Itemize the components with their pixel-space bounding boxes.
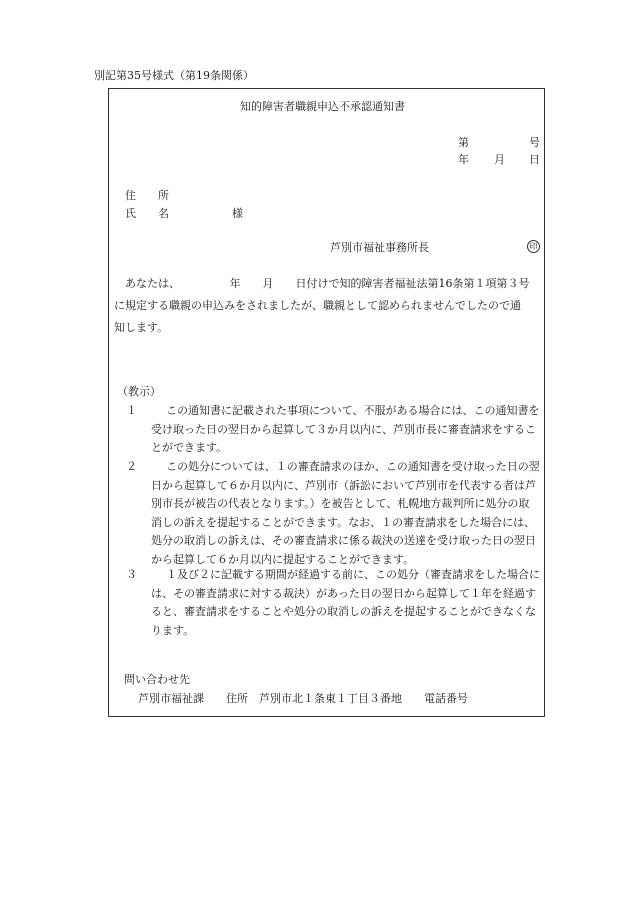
date-day: 日: [529, 153, 540, 166]
item-number: ２: [126, 460, 137, 473]
honorific: 様: [232, 207, 243, 220]
body-text: [114, 273, 530, 339]
doc-number-prefix: 第: [458, 136, 469, 149]
name-label: 氏 名: [125, 207, 169, 220]
item-line: 処分の取消しの訴えは、その審査請求に係る裁決の送達を受け取った日の翌日: [151, 534, 536, 547]
form-label: 別記第35号様式（第19条関係）: [94, 69, 254, 82]
item-line: ると、審査請求をすることや処分の取消しの訴えを提起することができなくな: [151, 605, 536, 618]
contact-heading: 問い合わせ先: [124, 673, 190, 686]
item-line: 受け取った日の翌日から起算して３か月以内に、芦別市長に審査請求をするこ: [151, 422, 536, 436]
item-line: 別市長が被告の代表となります。）を被告として、札幌地方裁判所に処分の取: [151, 497, 530, 510]
item-line: とができます。: [151, 441, 228, 454]
item-first-line: この処分については、１の審査請求のほか、この通知書を受け取った日の翌: [166, 460, 540, 473]
contact-line: 芦別市福祉課 住所 芦別市北１条東１丁目３番地 電話番号: [138, 692, 468, 705]
item-first-line: この通知書に記載された事項について、不服がある場合には、この通知書を: [166, 404, 540, 417]
date-year: 年: [458, 153, 469, 166]
document-title: 知的障害者職親申込不承認通知書: [240, 100, 405, 113]
item-number: ３: [126, 568, 137, 581]
item-first-line: １及び２に記載する期間が経過する前に、この処分（審査請求をした場合に: [166, 568, 540, 581]
sender-title: 芦別市福祉事務所長: [330, 241, 429, 254]
instruction-heading: （教示）: [117, 385, 161, 398]
doc-number-suffix: 号: [529, 136, 540, 149]
item-line: 消しの訴えを提起することができます。なお、１の審査請求をした場合には、: [151, 515, 536, 529]
body-line-3: 知します。: [114, 321, 169, 334]
body-line-2: に規定する職親の申込みをされましたが、職親として認められませんでしたので通: [114, 299, 521, 312]
item-number: １: [126, 404, 137, 417]
address-label: 住 所: [125, 189, 169, 202]
item-line: 日から起算して６か月以内に、芦別市（訴訟において芦別市を代表する者は芦: [151, 478, 536, 492]
body-line-1: あなたは、 年 月 日付けで知的障害者福祉法第16条第１項第３号: [125, 277, 530, 290]
item-line: ります。: [151, 623, 195, 637]
item-line: は、その審査請求に対する裁決）があった日の翌日から起算して１年を経過す: [151, 586, 536, 600]
item-line: から起算して６か月以内に提起することができます。: [151, 552, 415, 566]
seal-mark: 印: [527, 240, 540, 253]
date-month: 月: [494, 153, 505, 166]
